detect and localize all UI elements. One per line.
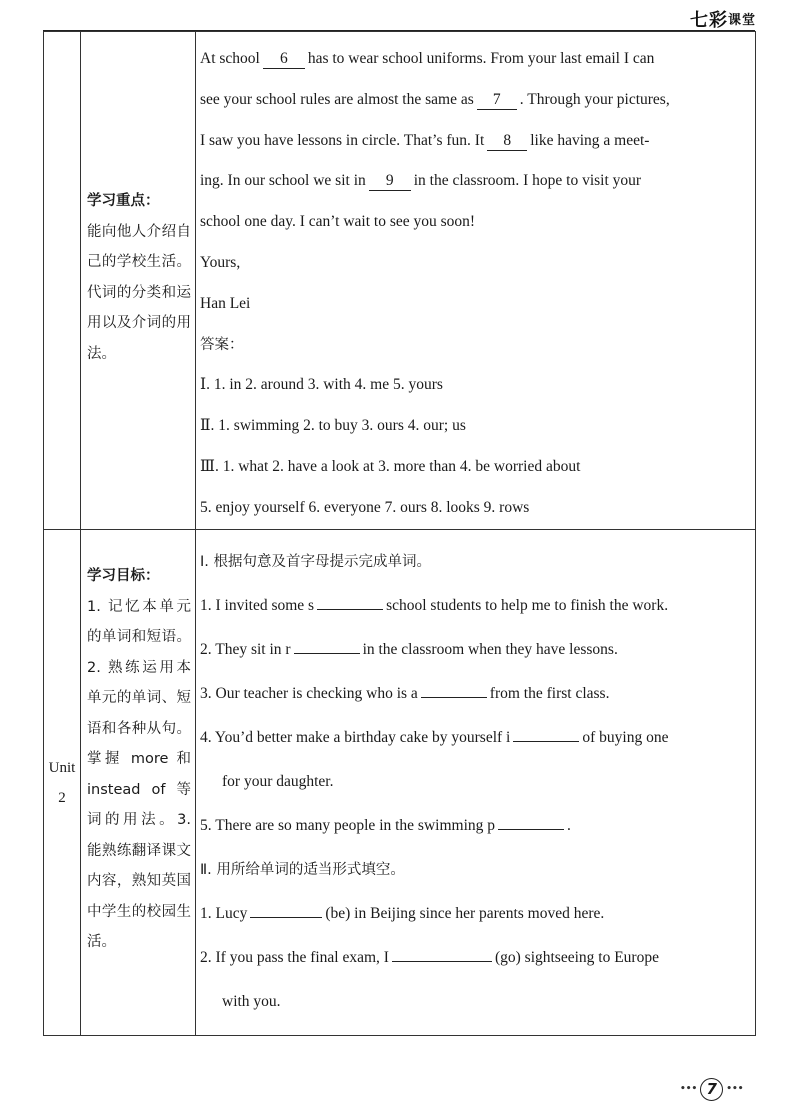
passage-line: see your school rules are almost the same as 7 . Through your pictures, bbox=[200, 90, 670, 108]
question-continued: for your daughter. bbox=[222, 773, 334, 790]
dots-decoration: ••• bbox=[680, 1084, 698, 1094]
answer-blank bbox=[392, 961, 492, 962]
unit-cell-empty bbox=[44, 32, 81, 530]
question-continued: with you. bbox=[222, 993, 281, 1010]
section-title: Ⅰ. 根据句意及首字母提示完成单词。 bbox=[200, 554, 431, 570]
blank-8: 8 bbox=[487, 132, 527, 151]
question: 1. I invited some s school students to help me to finish the work. bbox=[200, 597, 669, 614]
brand-sub: 课堂 bbox=[727, 13, 756, 28]
blank-6: 6 bbox=[263, 50, 305, 69]
letter-closing: Yours, bbox=[200, 253, 241, 271]
page-number bbox=[680, 1078, 744, 1101]
question: 1. Lucy (be) in Beijing since her parents moved here. bbox=[200, 905, 605, 922]
focus-cell bbox=[81, 32, 196, 530]
brand-main: 七彩 bbox=[689, 10, 728, 31]
passage-line: school one day. I can’t wait to see you soon! bbox=[200, 213, 476, 231]
lesson-table bbox=[43, 31, 756, 1036]
unit-number: 2 bbox=[58, 789, 66, 806]
passage-line: ing. In our school we sit in 9 in the classroom. I hope to visit your bbox=[200, 172, 642, 190]
question: 2. If you pass the final exam, I (go) sightseeing to Europe bbox=[200, 949, 659, 966]
blank-9: 9 bbox=[369, 172, 411, 191]
question: 4. You’d better make a birthday cake by yourself i of buying one bbox=[200, 729, 669, 746]
dots-decoration: ••• bbox=[726, 1084, 744, 1094]
objectives-label: 学习目标： bbox=[87, 568, 160, 584]
answer-blank bbox=[513, 741, 579, 742]
focus-text: 能向他人介绍自己的学校生活。代词的分类和运用以及介词的用法。 bbox=[87, 223, 191, 362]
letter-signature: Han Lei bbox=[200, 294, 251, 312]
answers-line: Ⅲ. 1. what 2. have a look at 3. more than 4. be worried about bbox=[200, 457, 581, 475]
table-row bbox=[44, 530, 756, 1036]
blank-7: 7 bbox=[477, 91, 517, 110]
focus-label: 学习重点： bbox=[87, 193, 160, 209]
answers-line: 5. enjoy yourself 6. everyone 7. ours 8. looks 9. rows bbox=[200, 498, 530, 516]
unit-cell bbox=[44, 530, 81, 1036]
answers-line: Ⅱ. 1. swimming 2. to buy 3. ours 4. our; us bbox=[200, 417, 466, 435]
question: 3. Our teacher is checking who is a from the first class. bbox=[200, 685, 610, 702]
table-row bbox=[44, 32, 756, 530]
brand-logo bbox=[690, 6, 756, 32]
answers-line: Ⅰ. 1. in 2. around 3. with 4. me 5. yours bbox=[200, 376, 443, 394]
passage-line: At school 6 has to wear school uniforms. From your last email I can bbox=[200, 50, 655, 67]
objectives-cell bbox=[81, 530, 196, 1036]
unit-label: Unit bbox=[48, 759, 76, 776]
question: 5. There are so many people in the swimming p . bbox=[200, 817, 571, 834]
passage-line: I saw you have lessons in circle. That’s fun. It 8 like having a meet- bbox=[200, 131, 650, 149]
exercise-cell bbox=[196, 530, 756, 1036]
passage-cell bbox=[196, 32, 756, 530]
page-number-value: 7 bbox=[700, 1078, 723, 1101]
section-title: Ⅱ. 用所给单词的适当形式填空。 bbox=[200, 862, 405, 878]
answer-blank bbox=[421, 697, 487, 698]
answer-blank bbox=[317, 609, 383, 610]
answer-blank bbox=[498, 829, 564, 830]
answer-blank bbox=[294, 653, 360, 654]
question: 2. They sit in r in the classroom when they have lessons. bbox=[200, 641, 618, 658]
objectives-text: 1. 记忆本单元的单词和短语。2. 熟练运用本单元的单词、短语和各种从句。掌握 more 和 instead of 等词的用法。3. 能熟练翻译课文内容，熟知英国中学生的校园生活。 bbox=[87, 598, 191, 950]
answer-blank bbox=[250, 917, 322, 918]
answers-label: 答案： bbox=[200, 336, 244, 353]
